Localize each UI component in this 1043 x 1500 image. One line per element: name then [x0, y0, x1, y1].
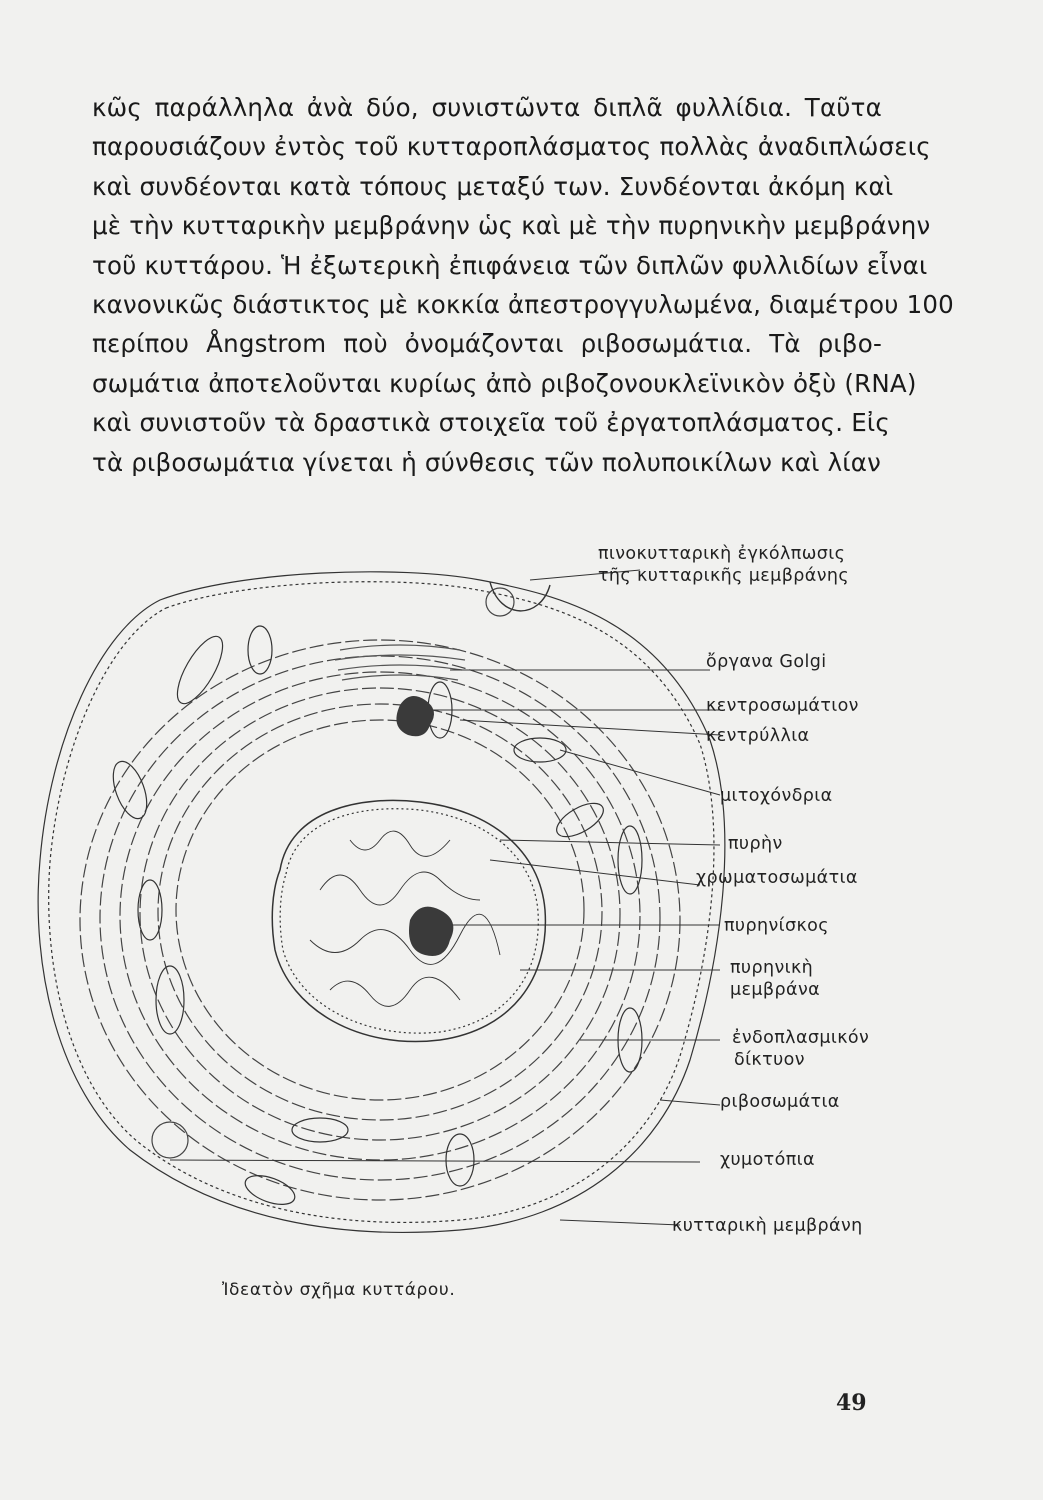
label-centrosome: κεντροσωμάτιον: [706, 696, 859, 716]
label-vacuoles: χυμοτόπια: [720, 1150, 815, 1170]
text-line: καὶ συνιστοῦν τὰ δραστικὰ στοιχεῖα τοῦ ἐργατοπλάσματος. Εἰς: [92, 408, 890, 438]
label-centrioles: κεντρύλλια: [706, 726, 810, 746]
text-line: καὶ συνδέονται κατὰ τόπους μεταξύ των. Συνδέονται ἀκόμη καὶ: [92, 171, 894, 201]
text-line: περίπου Ångstrom ποὺ ὀνομάζονται ριβοσωμάτια. Τὰ ριβο-: [92, 329, 882, 359]
text-line: σωμάτια ἀποτελοῦνται κυρίως ἀπὸ ριβοζονουκλεϊνικὸν ὀξὺ (RNA): [92, 368, 917, 398]
label-golgi: ὄργανα Golgi: [706, 652, 827, 672]
text-line: κῶς παράλληλα ἀνὰ δύο, συνιστῶντα διπλᾶ φυλλίδια. Ταῦτα: [92, 93, 882, 122]
label-ribosomes: ριβοσωμάτια: [720, 1092, 840, 1112]
page-number: 49: [836, 1390, 867, 1416]
text-line: τοῦ κυττάρου. Ἡ ἐξωτερικὴ ἐπιφάνεια τῶν διπλῶν φυλλιδίων εἶναι: [92, 250, 928, 280]
figure-caption: Ἰδεατὸν σχῆμα κυττάρου.: [222, 1280, 456, 1300]
label-nucleolus: πυρηνίσκος: [724, 916, 829, 936]
label-chromosomes: χρωματοσωμάτια: [696, 868, 858, 888]
text-line: τὰ ριβοσωμάτια γίνεται ἡ σύνθεσις τῶν πολυποικίλων καὶ λίαν: [92, 447, 882, 477]
body-text: [92, 88, 954, 482]
label-nuclear-membrane-line2: μεμβράνα: [730, 980, 821, 1000]
text-line: κανονικῶς διάστικτος μὲ κοκκία ἀπεστρογγυλωμένα, διαμέτρου 100: [92, 290, 954, 320]
nucleolus-blob: [409, 907, 453, 956]
label-er-line1: ἐνδοπλασμικόν: [732, 1028, 870, 1048]
cell-membrane-outline: [38, 572, 725, 1233]
label-er-line2: δίκτυον: [734, 1050, 805, 1070]
label-cell-membrane: κυτταρικὴ μεμβράνη: [672, 1216, 863, 1236]
nucleus-outline: [272, 800, 545, 1041]
cell-diagram-figure: [20, 540, 900, 1260]
label-pinocytosis-line2: τῆς κυτταρικῆς μεμβράνης: [598, 566, 850, 586]
label-mitochondria: μιτοχόνδρια: [720, 786, 833, 806]
text-line: μὲ τὴν κυτταρικὴν μεμβράνην ὡς καὶ μὲ τὴν πυρηνικὴν μεμβράνην: [92, 211, 931, 241]
label-pinocytosis-line1: πινοκυτταρικὴ ἐγκόλπωσις: [598, 544, 846, 564]
label-nuclear-membrane-line1: πυρηνικὴ: [730, 958, 814, 978]
label-nucleus: πυρὴν: [728, 834, 783, 854]
text-line: παρουσιάζουν ἐντὸς τοῦ κυτταροπλάσματος πολλὰς ἀναδιπλώσεις: [92, 132, 931, 162]
